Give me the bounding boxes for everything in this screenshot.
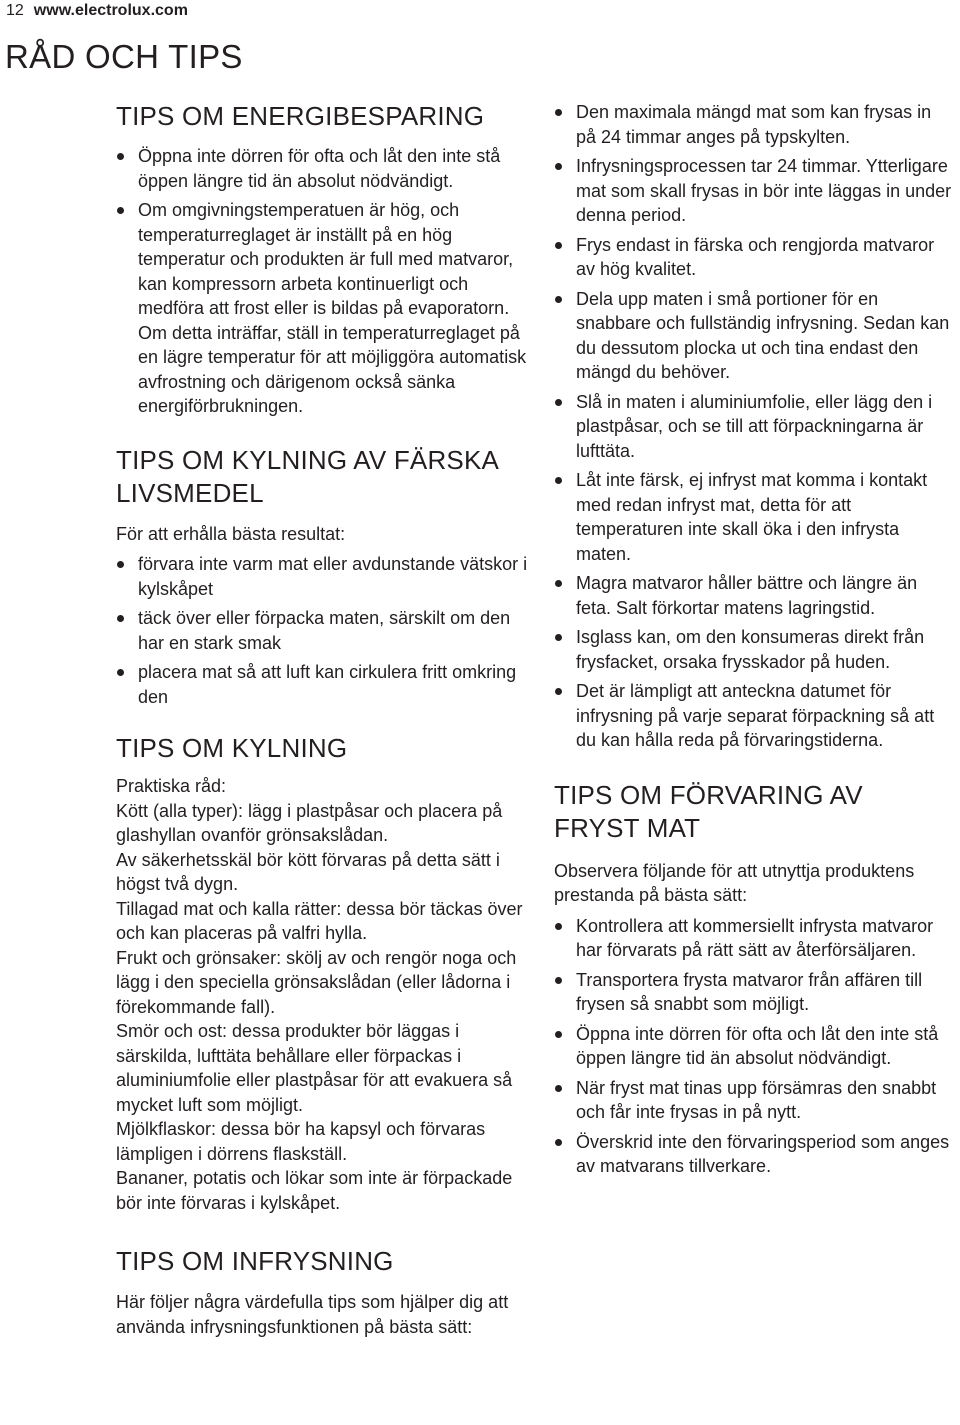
frozen-storage-heading: TIPS OM FÖRVARING AV FRYST MAT: [554, 779, 863, 843]
list-item: Öppna inte dörren för ofta och låt den inte stå öppen längre tid än absolut nödvändigt.: [116, 144, 531, 193]
cooling-paragraph: Tillagad mat och kalla rätter: dessa bör täckas över och kan placeras på valfri hylla.: [116, 898, 523, 943]
fresh-food-section: [116, 444, 531, 710]
frozen-storage-list: [554, 914, 954, 1179]
list-item: Öppna inte dörren för ofta och låt den inte stå öppen längre tid än absolut nödvändigt.: [554, 1022, 954, 1071]
energy-saving-section: [116, 100, 531, 419]
list-item: Magra matvaror håller bättre och längre än feta. Salt förkortar matens lagringstid.: [554, 571, 954, 620]
cooling-paragraph: Smör och ost: dessa produkter bör läggas i särskilda, lufttäta behållare eller förpackas i aluminiumfolie eller plastpåsar för att evakuera så mycket luft som möjligt.: [116, 1021, 513, 1115]
list-item: Låt inte färsk, ej infryst mat komma i kontakt med redan infryst mat, detta för att temperaturen inte skall öka i den infrysta maten.: [554, 468, 954, 566]
list-item: Slå in maten i aluminiumfolie, eller lägg den i plastpåsar, och se till att förpackningarna är lufttäta.: [554, 390, 954, 464]
energy-saving-list: [116, 144, 531, 419]
cooling-paragraph: Mjölkflaskor: dessa bör ha kapsyl och förvaras lämpligen i dörrens flaskställ.: [116, 1119, 486, 1164]
energy-saving-heading: TIPS OM ENERGIBESPARING: [116, 101, 485, 131]
cooling-paragraph: Praktiska råd:: [116, 776, 227, 796]
list-item: Om omgivningstemperatuen är hög, och temperaturreglaget är inställt på en hög temperatur och produkten är full med matvaror, kan kompressorn arbeta kontinuerligt och medföra att frost eller is bildas på evaporatorn. Om detta inträffar, ställ in temperaturreglaget på en lägre temperatur för att möjliggöra automatisk avfrostning och därigenom också sänka energiförbrukningen.: [116, 198, 531, 419]
cooling-heading: TIPS OM KYLNING: [116, 733, 348, 763]
page-title: RÅD OCH TIPS: [5, 38, 243, 75]
list-item: När fryst mat tinas upp försämras den snabbt och får inte frysas in på nytt.: [554, 1076, 954, 1125]
cooling-paragraph: Bananer, potatis och lökar som inte är förpackade bör inte förvaras i kylskåpet.: [116, 1168, 513, 1213]
list-item: Infrysningsprocessen tar 24 timmar. Ytterligare mat som skall frysas in bör inte läggas in under denna period.: [554, 154, 954, 228]
list-item: förvara inte varm mat eller avdunstande vätskor i kylskåpet: [116, 552, 531, 601]
frozen-storage-section: [554, 779, 954, 1179]
left-column: [116, 100, 531, 1339]
list-item: Den maximala mängd mat som kan frysas in på 24 timmar anges på typskylten.: [554, 100, 954, 149]
list-item: Dela upp maten i små portioner för en snabbare och fullständig infrysning. Sedan kan du dessutom plocka ut och tina endast den mängd du behöver.: [554, 287, 954, 385]
list-item: Det är lämpligt att anteckna datumet för infrysning på varje separat förpackning så att du kan hålla reda på förvaringstiderna.: [554, 679, 954, 753]
page-number: 12: [6, 2, 24, 19]
freezing-intro: Här följer några värdefulla tips som hjälper dig att använda infrysningsfunktionen på bästa sätt:: [116, 1292, 509, 1337]
list-item: Transportera frysta matvaror från affären till frysen så snabbt som möjligt.: [554, 968, 954, 1017]
right-column: [554, 100, 954, 1184]
frozen-storage-intro: Observera följande för att utnyttja produktens prestanda på bästa sätt:: [554, 860, 915, 905]
freezing-list: [554, 100, 954, 753]
fresh-food-list: [116, 552, 531, 709]
list-item: placera mat så att luft kan cirkulera fritt omkring den: [116, 660, 531, 709]
cooling-paragraph: Kött (alla typer): lägg i plastpåsar och placera på glashyllan ovanför grönsakslådan.: [116, 800, 503, 845]
list-item: täck över eller förpacka maten, särskilt om den har en stark smak: [116, 606, 531, 655]
freezing-heading: TIPS OM INFRYSNING: [116, 1246, 394, 1276]
cooling-section: [116, 732, 531, 1215]
website-link[interactable]: www.electrolux.com: [33, 2, 188, 19]
cooling-paragraph: Av säkerhetsskäl bör kött förvaras på detta sätt i högst två dygn.: [116, 849, 500, 894]
fresh-food-intro: För att erhålla bästa resultat:: [116, 523, 346, 544]
list-item: Frys endast in färska och rengjorda matvaror av hög kvalitet.: [554, 233, 954, 282]
freezing-section: [116, 1245, 531, 1339]
list-item: Kontrollera att kommersiellt infrysta matvaror har förvarats på rätt sätt av återförsäljaren.: [554, 914, 954, 963]
list-item: Isglass kan, om den konsumeras direkt från frysfacket, orsaka frysskador på huden.: [554, 625, 954, 674]
page-header: [6, 0, 188, 22]
cooling-paragraph: Frukt och grönsaker: skölj av och rengör noga och lägg i den speciella grönsakslådan (eller lådorna i förekommande fall).: [116, 947, 517, 1017]
list-item: Överskrid inte den förvaringsperiod som anges av matvarans tillverkare.: [554, 1130, 954, 1179]
fresh-food-heading: TIPS OM KYLNING AV FÄRSKA LIVSMEDEL: [116, 444, 498, 508]
